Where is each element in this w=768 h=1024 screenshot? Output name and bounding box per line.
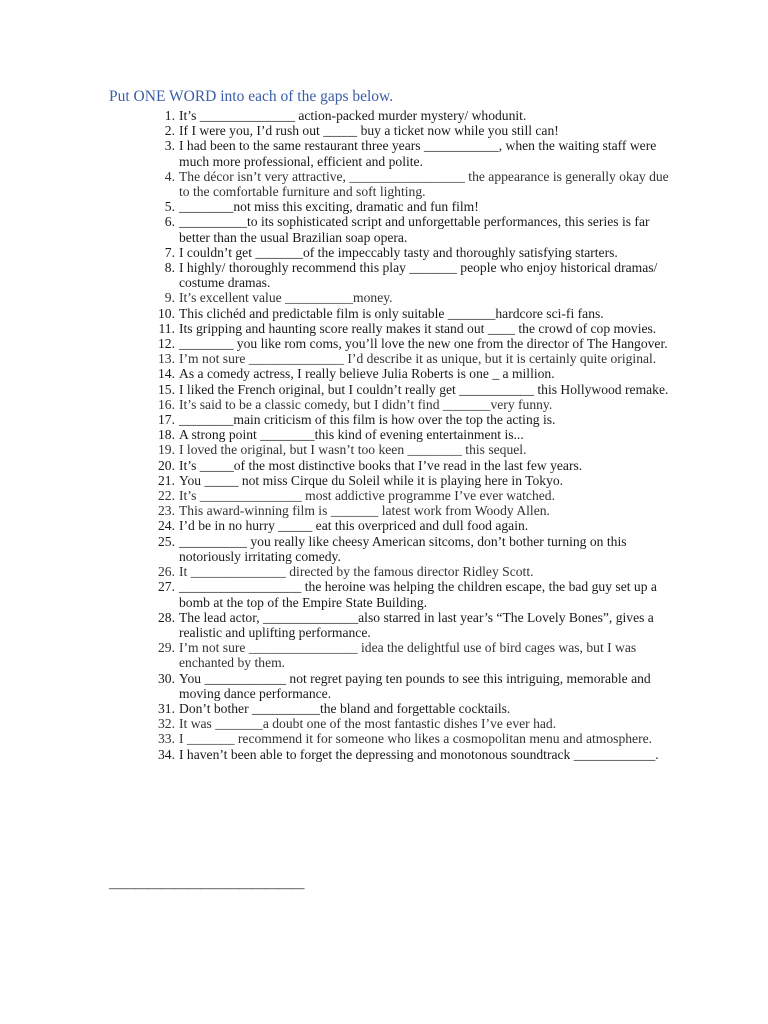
list-item bbox=[151, 458, 671, 473]
item-text: It was _______a doubt one of the most fantastic dishes I’ve ever had. bbox=[179, 716, 557, 732]
item-number: 34. bbox=[158, 746, 175, 762]
item-text: It ______________ directed by the famous director Ridley Scott. bbox=[179, 564, 534, 580]
item-text: I _______ recommend it for someone who likes a cosmopolitan menu and atmosphere. bbox=[179, 731, 653, 747]
gap-fill-list bbox=[151, 108, 671, 762]
item-text: I loved the original, but I wasn’t too keen ________ this sequel. bbox=[179, 442, 527, 458]
item-text: It’s ______________ action-packed murder mystery/ whodunit. bbox=[179, 108, 527, 123]
item-number: 7. bbox=[164, 244, 175, 260]
item-number: 32. bbox=[158, 716, 175, 732]
item-text: If I were you, I’d rush out _____ buy a ticket now while you still can! bbox=[179, 123, 559, 139]
item-number: 28. bbox=[158, 609, 175, 625]
list-item bbox=[151, 336, 671, 351]
list-item bbox=[151, 321, 671, 336]
item-number: 2. bbox=[164, 123, 175, 139]
list-item bbox=[151, 382, 671, 397]
item-number: 16. bbox=[158, 396, 175, 412]
item-number: 6. bbox=[164, 214, 175, 230]
item-text: A strong point ________this kind of evening entertainment is... bbox=[179, 427, 524, 443]
item-number: 30. bbox=[158, 670, 175, 686]
item-text: I couldn’t get _______of the impeccably tasty and thoroughly satisfying starters. bbox=[179, 244, 618, 260]
list-item bbox=[151, 640, 671, 670]
item-number: 20. bbox=[158, 457, 175, 473]
list-item bbox=[151, 123, 671, 138]
item-number: 31. bbox=[158, 700, 175, 716]
list-item bbox=[151, 534, 671, 564]
list-item bbox=[151, 716, 671, 731]
item-text: I haven’t been able to forget the depressing and monotonous soundtrack ____________. bbox=[179, 746, 659, 762]
item-text: ________main criticism of this film is how over the top the acting is. bbox=[179, 412, 556, 428]
item-number: 22. bbox=[158, 488, 175, 504]
instructions-heading: Put ONE WORD into each of the gaps below. bbox=[109, 88, 394, 105]
item-text: It’s _______________ most addictive programme I’ve ever watched. bbox=[179, 488, 555, 504]
item-number: 8. bbox=[164, 260, 175, 276]
item-text: ________not miss this exciting, dramatic and fun film! bbox=[179, 199, 479, 215]
list-item bbox=[151, 427, 671, 442]
item-text: It’s _____of the most distinctive books that I’ve read in the last few years. bbox=[179, 457, 583, 473]
item-number: 19. bbox=[158, 442, 175, 458]
list-item bbox=[151, 397, 671, 412]
list-item bbox=[151, 306, 671, 321]
item-text: The lead actor, ______________also starred in last year’s “The Lovely Bones”, gives a realistic and uplifting performance. bbox=[179, 609, 654, 640]
list-item bbox=[151, 671, 671, 701]
item-number: 15. bbox=[158, 381, 175, 397]
item-text: I liked the French original, but I couldn’t really get ___________ this Hollywood remake. bbox=[179, 381, 669, 397]
item-number: 9. bbox=[164, 290, 175, 306]
item-text: The décor isn’t very attractive, _________________ the appearance is generally okay due to the comfortable furniture and soft lighting. bbox=[179, 168, 669, 200]
item-number: 11. bbox=[158, 320, 175, 336]
item-text: Don’t bother __________the bland and forgettable cocktails. bbox=[179, 700, 511, 716]
item-text: This clichéd and predictable film is only suitable _______hardcore sci-fi fans. bbox=[179, 305, 604, 321]
item-text: It’s said to be a classic comedy, but I didn’t find _______very funny. bbox=[179, 396, 553, 412]
item-text: ________ you like rom coms, you’ll love the new one from the director of The Hangover. bbox=[179, 336, 668, 352]
item-text: I highly/ thoroughly recommend this play _______ people who enjoy historical dramas/ costume dramas. bbox=[179, 260, 658, 291]
item-number: 18. bbox=[158, 427, 175, 443]
list-item bbox=[151, 701, 671, 716]
item-text: __________to its sophisticated script and unforgettable performances, this series is far better than the usual Brazilian soap opera. bbox=[179, 214, 650, 245]
item-text: I’m not sure ______________ I’d describe it as unique, but it is certainly quite original. bbox=[179, 351, 657, 367]
item-number: 33. bbox=[158, 731, 175, 747]
list-item bbox=[151, 442, 671, 457]
list-item bbox=[151, 351, 671, 366]
item-number: 4. bbox=[164, 168, 175, 184]
item-text: As a comedy actress, I really believe Julia Roberts is one _ a million. bbox=[179, 366, 555, 382]
item-number: 12. bbox=[158, 336, 175, 352]
item-number: 5. bbox=[164, 199, 175, 215]
item-text: This award-winning film is _______ latest work from Woody Allen. bbox=[179, 503, 550, 519]
item-number: 24. bbox=[158, 518, 175, 534]
item-text: It’s excellent value __________money. bbox=[179, 290, 393, 306]
list-item bbox=[151, 412, 671, 427]
list-item bbox=[151, 290, 671, 305]
item-text: I’m not sure ________________ idea the delightful use of bird cages was, but I was enchanted by them. bbox=[179, 640, 637, 671]
item-text: You _____ not miss Cirque du Soleil while it is playing here in Tokyo. bbox=[179, 472, 564, 488]
list-item bbox=[151, 169, 671, 199]
list-item bbox=[151, 564, 671, 579]
item-number: 17. bbox=[158, 412, 175, 428]
item-number: 27. bbox=[158, 579, 175, 595]
item-text: __________ you really like cheesy American sitcoms, don’t bother turning on this notoriously irritating comedy. bbox=[179, 533, 627, 564]
item-text: I had been to the same restaurant three years ___________, when the waiting staff were much more professional, efficient and polite. bbox=[179, 138, 657, 169]
list-item bbox=[151, 503, 671, 518]
list-item bbox=[151, 199, 671, 214]
item-number: 23. bbox=[158, 503, 175, 519]
footer-rule: ——————————————— bbox=[109, 880, 304, 895]
list-item bbox=[151, 214, 671, 244]
list-item bbox=[151, 610, 671, 640]
list-item bbox=[151, 108, 671, 123]
list-item bbox=[151, 138, 671, 168]
list-item bbox=[151, 488, 671, 503]
list-item bbox=[151, 473, 671, 488]
item-text: You ____________ not regret paying ten pounds to see this intriguing, memorable and moving dance performance. bbox=[179, 670, 651, 701]
item-number: 26. bbox=[158, 564, 175, 580]
list-item bbox=[151, 579, 671, 609]
item-text: Its gripping and haunting score really makes it stand out ____ the crowd of cop movies. bbox=[179, 320, 657, 336]
item-number: 3. bbox=[164, 138, 175, 154]
item-number: 29. bbox=[158, 640, 175, 656]
item-number: 13. bbox=[158, 351, 175, 367]
list-item bbox=[151, 518, 671, 533]
item-number: 25. bbox=[158, 533, 175, 549]
item-number: 10. bbox=[158, 305, 175, 321]
item-number: 14. bbox=[158, 366, 175, 382]
list-item bbox=[151, 245, 671, 260]
list-item bbox=[151, 747, 671, 762]
list-item bbox=[151, 260, 671, 290]
list-item bbox=[151, 366, 671, 381]
item-text: I’d be in no hurry _____ eat this overpriced and dull food again. bbox=[179, 518, 529, 534]
list-item bbox=[151, 731, 671, 746]
item-number: 21. bbox=[158, 472, 175, 488]
item-number: 1. bbox=[164, 108, 175, 123]
item-text: __________________ the heroine was helping the children escape, the bad guy set up a bomb at the top of the Empire State Building. bbox=[179, 579, 657, 610]
